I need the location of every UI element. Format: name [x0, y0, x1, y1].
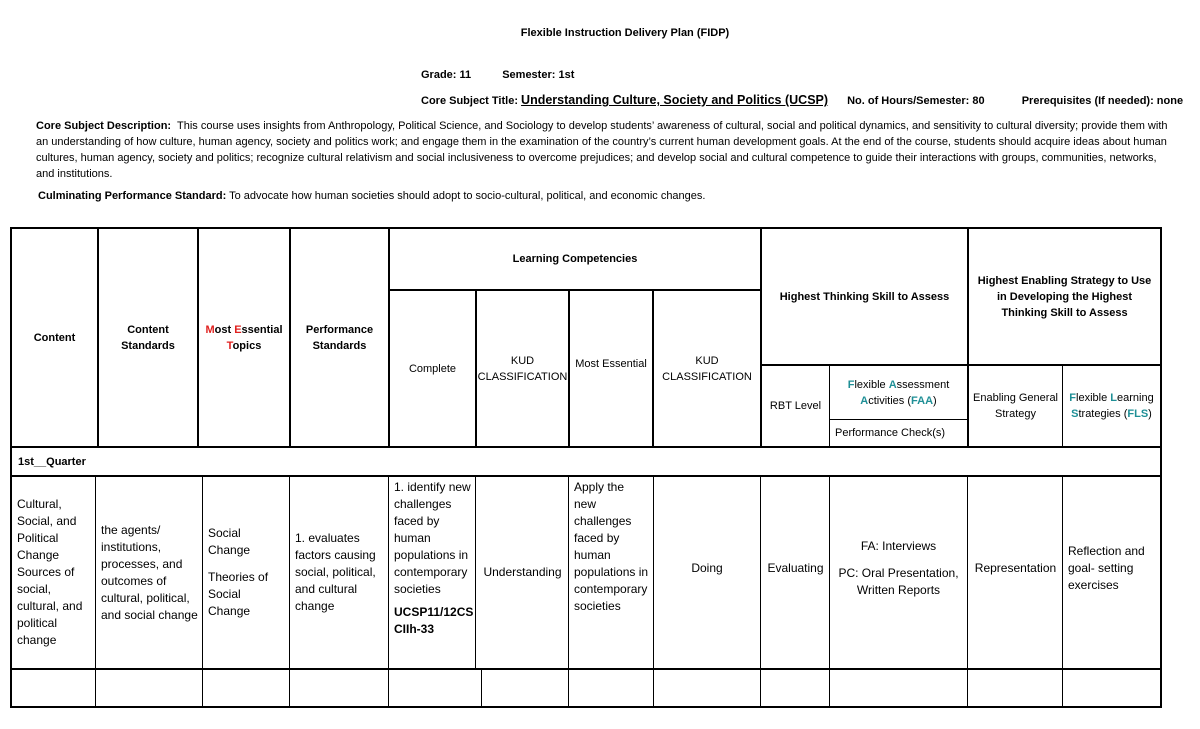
- header-complete: Complete: [408, 362, 457, 375]
- row-kud-1: Understanding: [483, 565, 562, 579]
- row-kud-2: Doing: [691, 560, 723, 575]
- topic-1: Social Change: [208, 526, 251, 557]
- header-kud-classification-2: KUD CLASSIFICATION: [662, 354, 752, 383]
- row-most-essential-topics: [204, 477, 289, 668]
- hours-label: No. of Hours/Semester: 80: [847, 95, 985, 107]
- row-performance-standards: 1. evaluates factors causing social, political, and cultural change: [295, 531, 376, 613]
- core-subject-title: Understanding Culture, Society and Politics (UCSP): [521, 93, 829, 107]
- header-content: Content: [33, 331, 76, 344]
- complete-code: UCSP11/12CS CIIh-33: [394, 605, 474, 636]
- row-content-standards: the agents/ institutions, processes, and outcomes of cultural, political, and social change: [101, 522, 198, 622]
- header-rbt-level: RBT Level: [769, 400, 822, 412]
- header-performance-standards: Performance Standards: [305, 323, 374, 352]
- header-most-essential-topics: Most Essential Topics: [205, 323, 283, 352]
- header-faa: Flexible Assessment Activities (FAA): [847, 378, 950, 407]
- description-text: This course uses insights from Anthropology, Political Science, and Sociology to develop students’ awareness of cultural, social and political dynamics, and sensitivity to cultural diversity; provide them with an understanding of how culture, human agency, society and politics work; and engage them in the examination of the country’s current human development goals. At the end of the course, students should acquire ideas about human cultures, human agency, society and politics; recognize cultural relativism and social inclusiveness to overcome prejudices; and develop social and cultural competence to guide their interactions with groups, communities, networks, and institutions.: [36, 120, 1168, 180]
- document-title: Flexible Instruction Delivery Plan (FIDP): [520, 27, 730, 39]
- fa-text: FA: Interviews: [860, 538, 937, 553]
- prerequisites-label: Prerequisites (If needed): none: [1021, 95, 1184, 107]
- row-enabling-strategy: Representation: [974, 560, 1057, 575]
- pc-text: PC: Oral Presentation, Written Reports: [838, 565, 959, 597]
- performance-standard-label: Culminating Performance Standard:: [38, 190, 227, 202]
- header-highest-enabling-strategy: Highest Enabling Strategy to Use in Developing the Highest Thinking Skill to Assess: [977, 274, 1152, 319]
- row-assessment: [830, 477, 967, 659]
- header-enabling-general-strategy: Enabling General Strategy: [973, 392, 1059, 420]
- header-kud-classification-1: KUD CLASSIFICATION: [477, 354, 568, 383]
- grade-label: Grade: 11: [421, 69, 472, 81]
- header-content-standards: Content Standards: [121, 323, 175, 352]
- header-performance-checks: Performance Check(s): [835, 427, 946, 439]
- quarter-label: 1st__Quarter: [18, 455, 86, 468]
- row-content: Cultural, Social, and Political Change Sources of social, cultural, and political change: [17, 497, 83, 647]
- header-most-essential: Most Essential: [575, 357, 647, 370]
- topic-2: Theories of Social Change: [208, 570, 269, 618]
- semester-label: Semester: 1st: [502, 69, 575, 81]
- header-learning-competencies: Learning Competencies: [512, 253, 638, 265]
- complete-text: 1. identify new challenges faced by human populations in contemporary societies: [394, 480, 471, 596]
- row-complete: [390, 477, 475, 668]
- core-subject-label: Core Subject Title:: [421, 95, 518, 107]
- header-fls: Flexible Learning Strategies (FLS): [1069, 392, 1154, 420]
- row-fls: Reflection and goal- setting exercises: [1068, 543, 1145, 592]
- row-rbt-level: Evaluating: [767, 560, 824, 575]
- description-label: Core Subject Description:: [36, 120, 172, 132]
- performance-standard-text: To advocate how human societies should adopt to socio-cultural, political, and economic changes.: [229, 190, 706, 202]
- row-most-essential: Apply the new challenges faced by human populations in contemporary societies: [574, 480, 649, 613]
- header-highest-thinking-skill: Highest Thinking Skill to Assess: [779, 290, 950, 303]
